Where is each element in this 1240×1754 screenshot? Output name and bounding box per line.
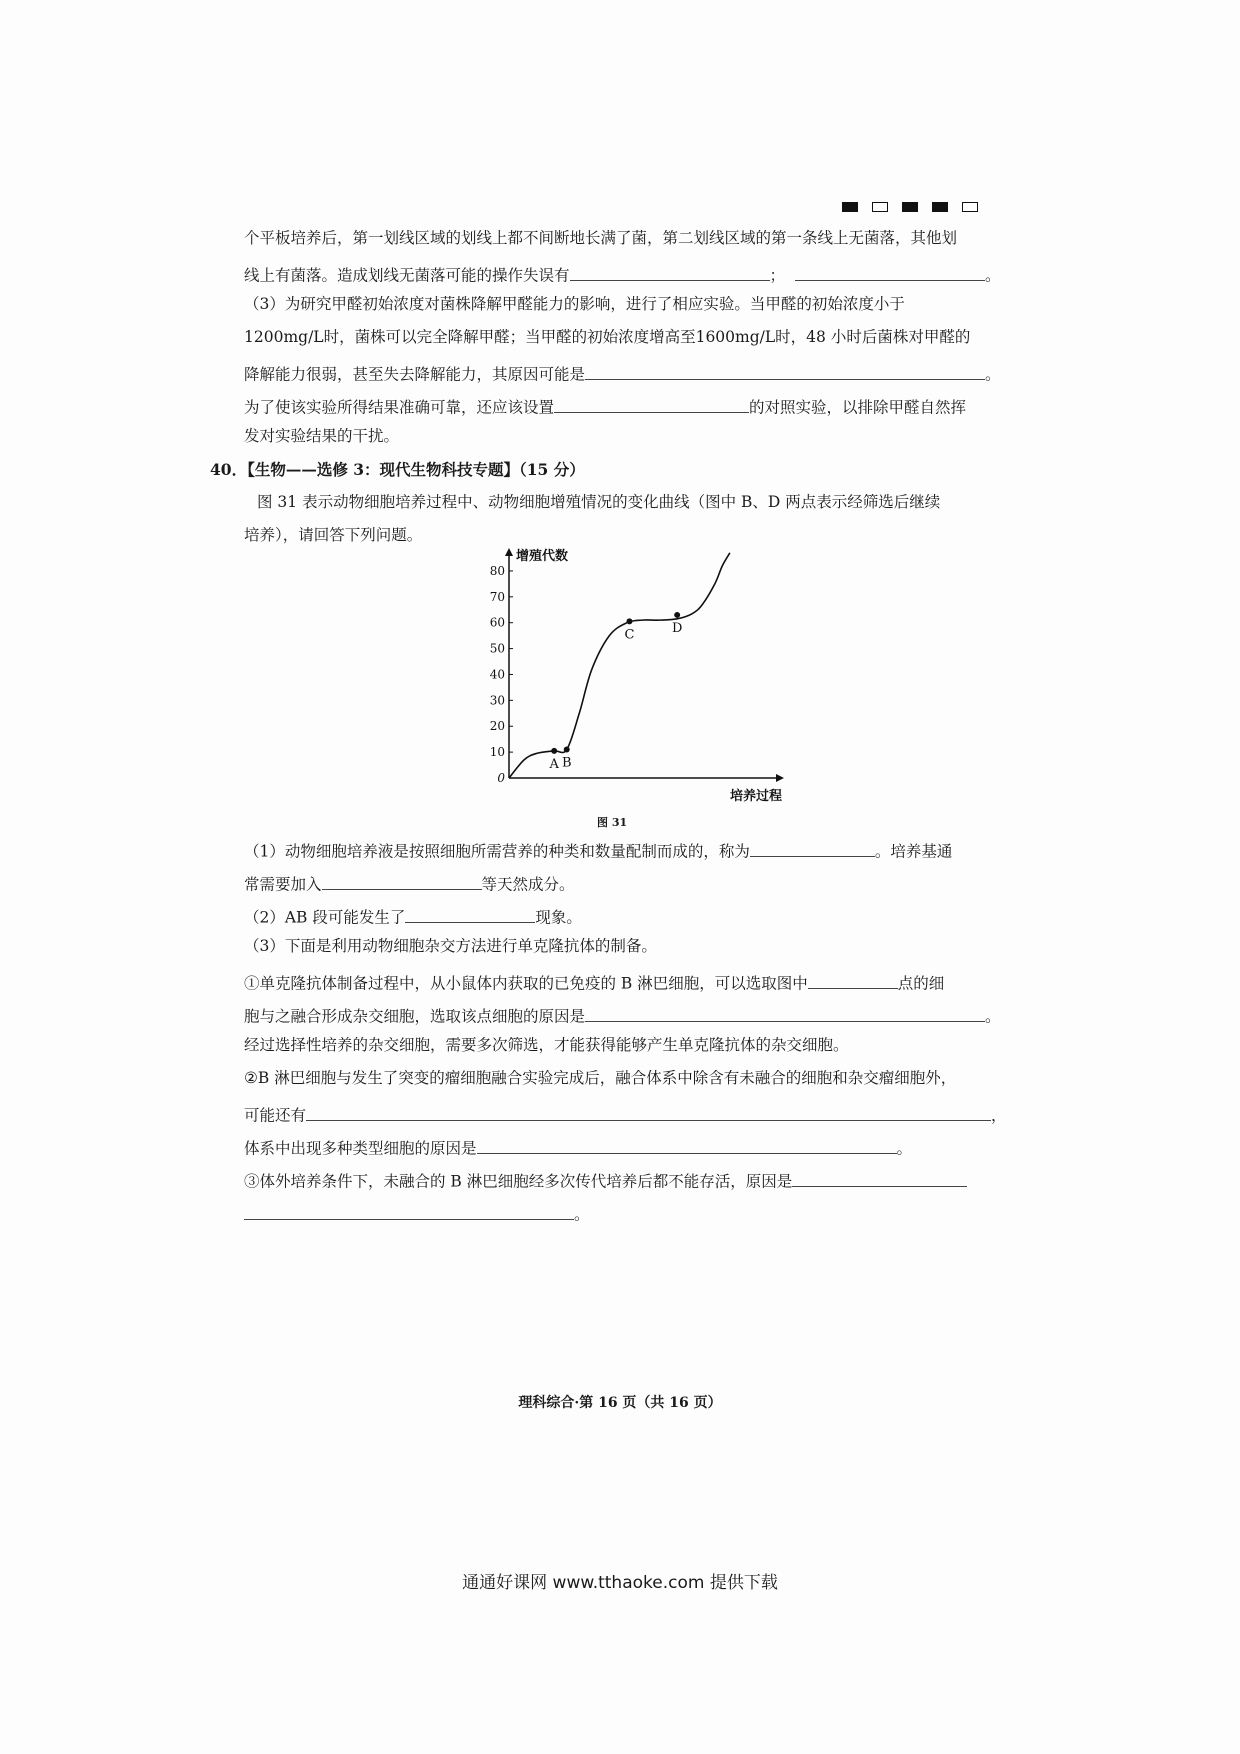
header-mark — [902, 202, 918, 212]
y-tick-label: 20 — [490, 719, 505, 734]
point-b — [564, 747, 570, 753]
question-heading — [210, 462, 585, 478]
answer-blank[interactable] — [585, 1005, 985, 1022]
text-line — [244, 1071, 956, 1087]
text: 经过选择性培养的杂交细胞，需要多次筛选，才能获得能够产生单克隆抗体的杂交细胞。 — [244, 1036, 849, 1054]
answer-blank[interactable] — [322, 873, 482, 890]
text: ①单克隆抗体制备过程中，从小鼠体内获取的已免疫的 B 淋巴细胞，可以选取图中 — [244, 974, 808, 993]
answer-blank[interactable] — [792, 1170, 967, 1187]
answer-blank[interactable] — [244, 1203, 574, 1220]
text: 为了使该实验所得结果准确可靠，还应该设置 — [244, 398, 555, 417]
text-line — [244, 939, 657, 955]
y-tick-label: 10 — [490, 745, 505, 760]
text-line — [244, 297, 905, 313]
y-tick-label: 80 — [490, 563, 505, 578]
text: 1200mg/L时，菌株可以完全降解甲醛；当甲醛的初始浓度增高至1600mg/L时，48 小时后菌株对甲醛的 — [244, 328, 971, 346]
point-d — [674, 612, 680, 618]
text: 发对实验结果的干扰。 — [244, 427, 400, 445]
point-label-c: C — [624, 627, 635, 643]
text: 体系中出现多种类型细胞的原因是 — [244, 1139, 477, 1158]
page-footer: 理科综合·第 16 页（共 16 页） — [518, 1395, 722, 1411]
text-line — [257, 495, 940, 511]
text: ， — [991, 1106, 1007, 1125]
text: 降解能力很弱，甚至失去降解能力，其原因可能是 — [244, 365, 586, 384]
text: 。 — [985, 365, 1001, 384]
text: （3）下面是利用动物细胞杂交方法进行单克隆抗体的制备。 — [244, 937, 657, 955]
x-axis-label: 培养过程 — [729, 789, 782, 804]
answer-blank[interactable] — [585, 363, 985, 380]
text-line — [244, 363, 1001, 383]
chart-points — [548, 612, 682, 772]
text: 。 — [896, 1139, 913, 1158]
text: 点的细 — [897, 974, 945, 993]
text: （3）为研究甲醛初始浓度对菌株降解甲醛能力的影响，进行了相应实验。当甲醛的初始浓度小于 — [244, 295, 905, 313]
answer-blank[interactable] — [750, 840, 875, 857]
answer-blank[interactable] — [405, 906, 535, 923]
header-mark — [932, 202, 948, 212]
y-tick-label: 40 — [490, 667, 505, 682]
text-line — [244, 1104, 1007, 1124]
text: 线上有菌落。造成划线无菌落可能的操作失误有 — [244, 266, 570, 285]
y-tick-label: 30 — [490, 693, 505, 708]
text: 等天然成分。 — [481, 875, 575, 894]
text: 胞与之融合形成杂交细胞，选取该点细胞的原因是 — [244, 1007, 586, 1026]
text-line — [244, 873, 575, 893]
text-line — [244, 231, 957, 247]
chart-axes — [497, 548, 784, 804]
text-line — [244, 1038, 849, 1054]
text-line — [244, 396, 966, 416]
text-line — [244, 840, 952, 860]
text-line — [244, 1170, 967, 1190]
text-line — [244, 1203, 590, 1223]
answer-blank[interactable] — [554, 396, 749, 413]
point-label-d: D — [671, 620, 683, 636]
text-line — [244, 429, 399, 445]
answer-blank[interactable] — [570, 264, 770, 281]
point-c — [626, 618, 632, 624]
text-line — [244, 528, 422, 544]
text: 。 — [574, 1205, 590, 1224]
header-marks — [842, 202, 978, 212]
text-line — [244, 264, 1001, 284]
text-line — [244, 972, 944, 992]
text: 。培养基通 — [874, 842, 953, 861]
text: 。 — [985, 266, 1001, 285]
text: 40．【生物——选修 3：现代生物科技专题】（15 分） — [210, 460, 585, 479]
text: 的对照实验，以排除甲醛自然挥 — [749, 398, 967, 417]
text: ②B 淋巴细胞与发生了突变的瘤细胞融合实验完成后，融合体系中除含有未融合的细胞和杂交瘤细胞外， — [244, 1069, 957, 1087]
answer-blank[interactable] — [477, 1137, 897, 1154]
answer-blank[interactable] — [795, 264, 985, 281]
text: 现象。 — [535, 908, 582, 927]
y-tick-label: 50 — [490, 641, 505, 656]
origin-label: 0 — [497, 771, 505, 785]
figure-caption: 图 31 — [597, 816, 628, 829]
answer-blank[interactable] — [306, 1104, 991, 1121]
point-label-b: B — [561, 755, 572, 771]
answer-blank[interactable] — [808, 972, 898, 989]
chart-series — [509, 553, 730, 778]
growth-chart — [490, 546, 790, 808]
point-a — [551, 748, 557, 754]
text: 个平板培养后，第一划线区域的划线上都不间断地长满了菌，第二划线区域的第一条线上无菌落，其他划 — [244, 229, 958, 247]
y-tick-label: 60 — [490, 615, 505, 630]
text: ； — [769, 266, 786, 285]
header-mark — [842, 202, 858, 212]
header-mark — [872, 202, 888, 212]
y-tick-label: 70 — [490, 589, 505, 604]
y-axis-label: 增殖代数 — [516, 549, 569, 564]
text: （2）AB 段可能发生了 — [244, 908, 406, 927]
growth-curve — [509, 553, 730, 778]
y-axis-arrow — [505, 548, 513, 556]
text: 图 31 表示动物细胞培养过程中、动物细胞增殖情况的变化曲线（图中 B、D 两点表示经筛选后继续 — [257, 493, 941, 511]
text-line — [244, 1137, 912, 1157]
text: 可能还有 — [244, 1106, 307, 1125]
text-line — [244, 1005, 1001, 1025]
x-axis-arrow — [776, 774, 784, 782]
text: 。 — [985, 1007, 1001, 1026]
text-line — [244, 906, 582, 926]
text: ③体外培养条件下，未融合的 B 淋巴细胞经多次传代培养后都不能存活，原因是 — [244, 1172, 793, 1191]
watermark: 通通好课网 www.tthaoke.com 提供下载 — [462, 1573, 778, 1593]
text-line — [244, 330, 970, 346]
text: （1）动物细胞培养液是按照细胞所需营养的种类和数量配制而成的，称为 — [244, 842, 750, 861]
text: 培养），请回答下列问题。 — [244, 526, 423, 544]
header-mark — [962, 202, 978, 212]
text: 常需要加入 — [244, 875, 322, 894]
point-label-a: A — [549, 756, 559, 772]
